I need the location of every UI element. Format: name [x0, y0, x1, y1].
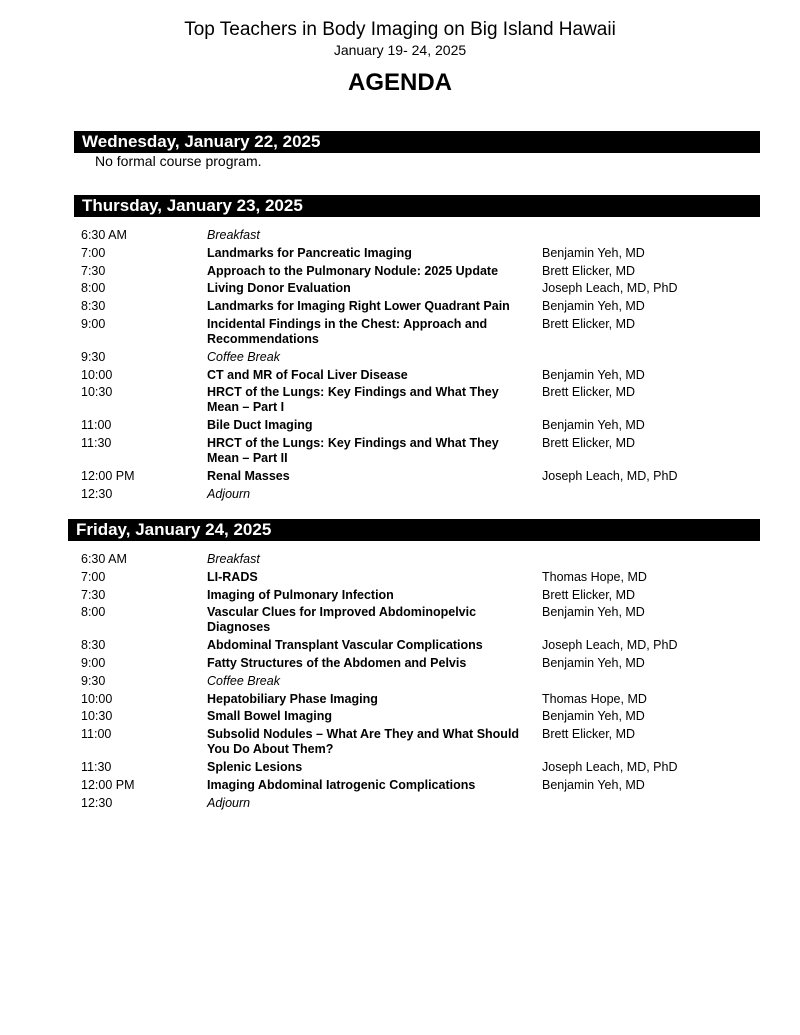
session-speaker: Benjamin Yeh, MD [542, 299, 645, 314]
wednesday-note: No formal course program. [95, 153, 262, 169]
session-time: 9:00 [81, 655, 106, 670]
agenda-heading: AGENDA [347, 69, 452, 96]
schedule-row [0, 368, 800, 383]
session-time: 11:30 [81, 759, 112, 774]
session-time: 12:30 [81, 486, 113, 501]
session-time: 12:00 PM [81, 777, 135, 792]
session-time: 7:00 [81, 569, 106, 584]
session-title: HRCT of the Lungs: Key Findings and What They Mean – Part I [207, 385, 499, 415]
session-title: Small Bowel Imaging [207, 709, 333, 724]
session-title: Adjourn [207, 795, 251, 810]
session-speaker: Brett Elicker, MD [542, 435, 636, 450]
schedule-row [0, 418, 800, 433]
session-time: 6:30 AM [81, 552, 127, 566]
session-title: Hepatobiliary Phase Imaging [207, 691, 378, 706]
session-title: Imaging Abdominal Iatrogenic Complications [207, 777, 476, 792]
event-dates: January 19- 24, 2025 [333, 42, 467, 58]
session-speaker: Joseph Leach, MD, PhD [542, 759, 678, 774]
session-speaker: Brett Elicker, MD [542, 385, 636, 400]
session-title: HRCT of the Lungs: Key Findings and What They Mean – Part II [207, 435, 499, 465]
session-speaker: Benjamin Yeh, MD [542, 605, 645, 620]
session-title: Incidental Findings in the Chest: Approach and Recommendations [207, 316, 488, 346]
session-speaker: Benjamin Yeh, MD [542, 777, 645, 792]
schedule-row [0, 692, 800, 707]
session-time: 12:30 [81, 795, 113, 810]
session-speaker: Brett Elicker, MD [542, 316, 636, 331]
session-time: 8:00 [81, 281, 106, 296]
schedule-row [0, 778, 800, 793]
session-title: CT and MR of Focal Liver Disease [207, 367, 408, 382]
thursday-schedule [0, 228, 800, 504]
session-time: 11:00 [81, 418, 112, 433]
schedule-row [0, 605, 800, 635]
schedule-row [0, 727, 800, 757]
session-time: 8:00 [81, 605, 106, 620]
session-title: Landmarks for Pancreatic Imaging [207, 245, 412, 260]
session-speaker: Joseph Leach, MD, PhD [542, 281, 678, 296]
session-title: Renal Masses [207, 468, 290, 483]
session-title: Splenic Lesions [207, 759, 303, 774]
session-time: 9:30 [81, 349, 106, 364]
session-speaker: Brett Elicker, MD [542, 587, 636, 602]
session-speaker: Benjamin Yeh, MD [542, 367, 645, 382]
session-speaker: Benjamin Yeh, MD [542, 245, 645, 260]
session-title: Bile Duct Imaging [207, 418, 313, 433]
schedule-row [0, 299, 800, 314]
session-title: Vascular Clues for Improved Abdominopelvic Diagnoses [207, 605, 477, 635]
session-title: Landmarks for Imaging Right Lower Quadrant Pain [207, 299, 510, 314]
schedule-row [0, 796, 800, 811]
session-title: Imaging of Pulmonary Infection [207, 587, 394, 602]
schedule-row [0, 709, 800, 724]
session-speaker: Thomas Hope, MD [542, 569, 647, 584]
page-title: Top Teachers in Body Imaging on Big Island Hawaii [184, 19, 616, 40]
session-speaker: Joseph Leach, MD, PhD [542, 468, 678, 483]
session-title: Adjourn [207, 486, 251, 501]
session-time: 10:00 [81, 691, 113, 706]
schedule-row [0, 469, 800, 484]
day-heading-wednesday: Wednesday, January 22, 2025 [74, 131, 760, 153]
schedule-row [0, 281, 800, 296]
session-time: 7:00 [81, 245, 106, 260]
schedule-row [0, 638, 800, 653]
schedule-row [0, 228, 800, 243]
session-title: Living Donor Evaluation [207, 281, 351, 296]
session-time: 10:00 [81, 367, 113, 382]
schedule-row [0, 350, 800, 365]
schedule-row [0, 487, 800, 502]
session-time: 7:30 [81, 263, 106, 278]
session-title: Abdominal Transplant Vascular Complications [207, 638, 483, 653]
schedule-row [0, 436, 800, 466]
schedule-row [0, 317, 800, 347]
session-title: Subsolid Nodules – What Are They and What Should You Do About Them? [207, 727, 520, 757]
session-time: 11:30 [81, 435, 112, 450]
schedule-row [0, 385, 800, 415]
session-time: 10:30 [81, 385, 113, 400]
session-speaker: Benjamin Yeh, MD [542, 709, 645, 724]
session-time: 8:30 [81, 638, 106, 653]
session-title: Breakfast [207, 552, 260, 566]
schedule-row [0, 588, 800, 603]
schedule-row [0, 264, 800, 279]
session-time: 6:30 AM [81, 228, 127, 242]
session-title: Coffee Break [207, 673, 280, 688]
session-speaker: Joseph Leach, MD, PhD [542, 638, 678, 653]
schedule-row [0, 552, 800, 567]
session-time: 12:00 PM [81, 468, 135, 483]
session-time: 9:00 [81, 316, 106, 331]
session-title: LI-RADS [207, 569, 258, 584]
session-time: 8:30 [81, 299, 106, 314]
session-title: Coffee Break [207, 349, 280, 364]
schedule-row [0, 656, 800, 671]
session-speaker: Brett Elicker, MD [542, 727, 636, 742]
session-title: Fatty Structures of the Abdomen and Pelvis [207, 655, 467, 670]
session-speaker: Thomas Hope, MD [542, 691, 647, 706]
friday-schedule [0, 552, 800, 813]
schedule-row [0, 760, 800, 775]
session-speaker: Benjamin Yeh, MD [542, 655, 645, 670]
session-title: Breakfast [207, 228, 260, 242]
session-time: 11:00 [81, 727, 112, 742]
session-title: Approach to the Pulmonary Nodule: 2025 Update [207, 263, 499, 278]
session-time: 7:30 [81, 587, 106, 602]
page-header [0, 18, 800, 97]
schedule-row [0, 570, 800, 585]
session-time: 9:30 [81, 673, 106, 688]
schedule-row [0, 246, 800, 261]
session-speaker: Brett Elicker, MD [542, 263, 636, 278]
day-heading-thursday: Thursday, January 23, 2025 [74, 195, 760, 217]
session-time: 10:30 [81, 709, 113, 724]
session-speaker: Benjamin Yeh, MD [542, 418, 645, 433]
schedule-row [0, 674, 800, 689]
day-heading-friday: Friday, January 24, 2025 [68, 519, 760, 541]
